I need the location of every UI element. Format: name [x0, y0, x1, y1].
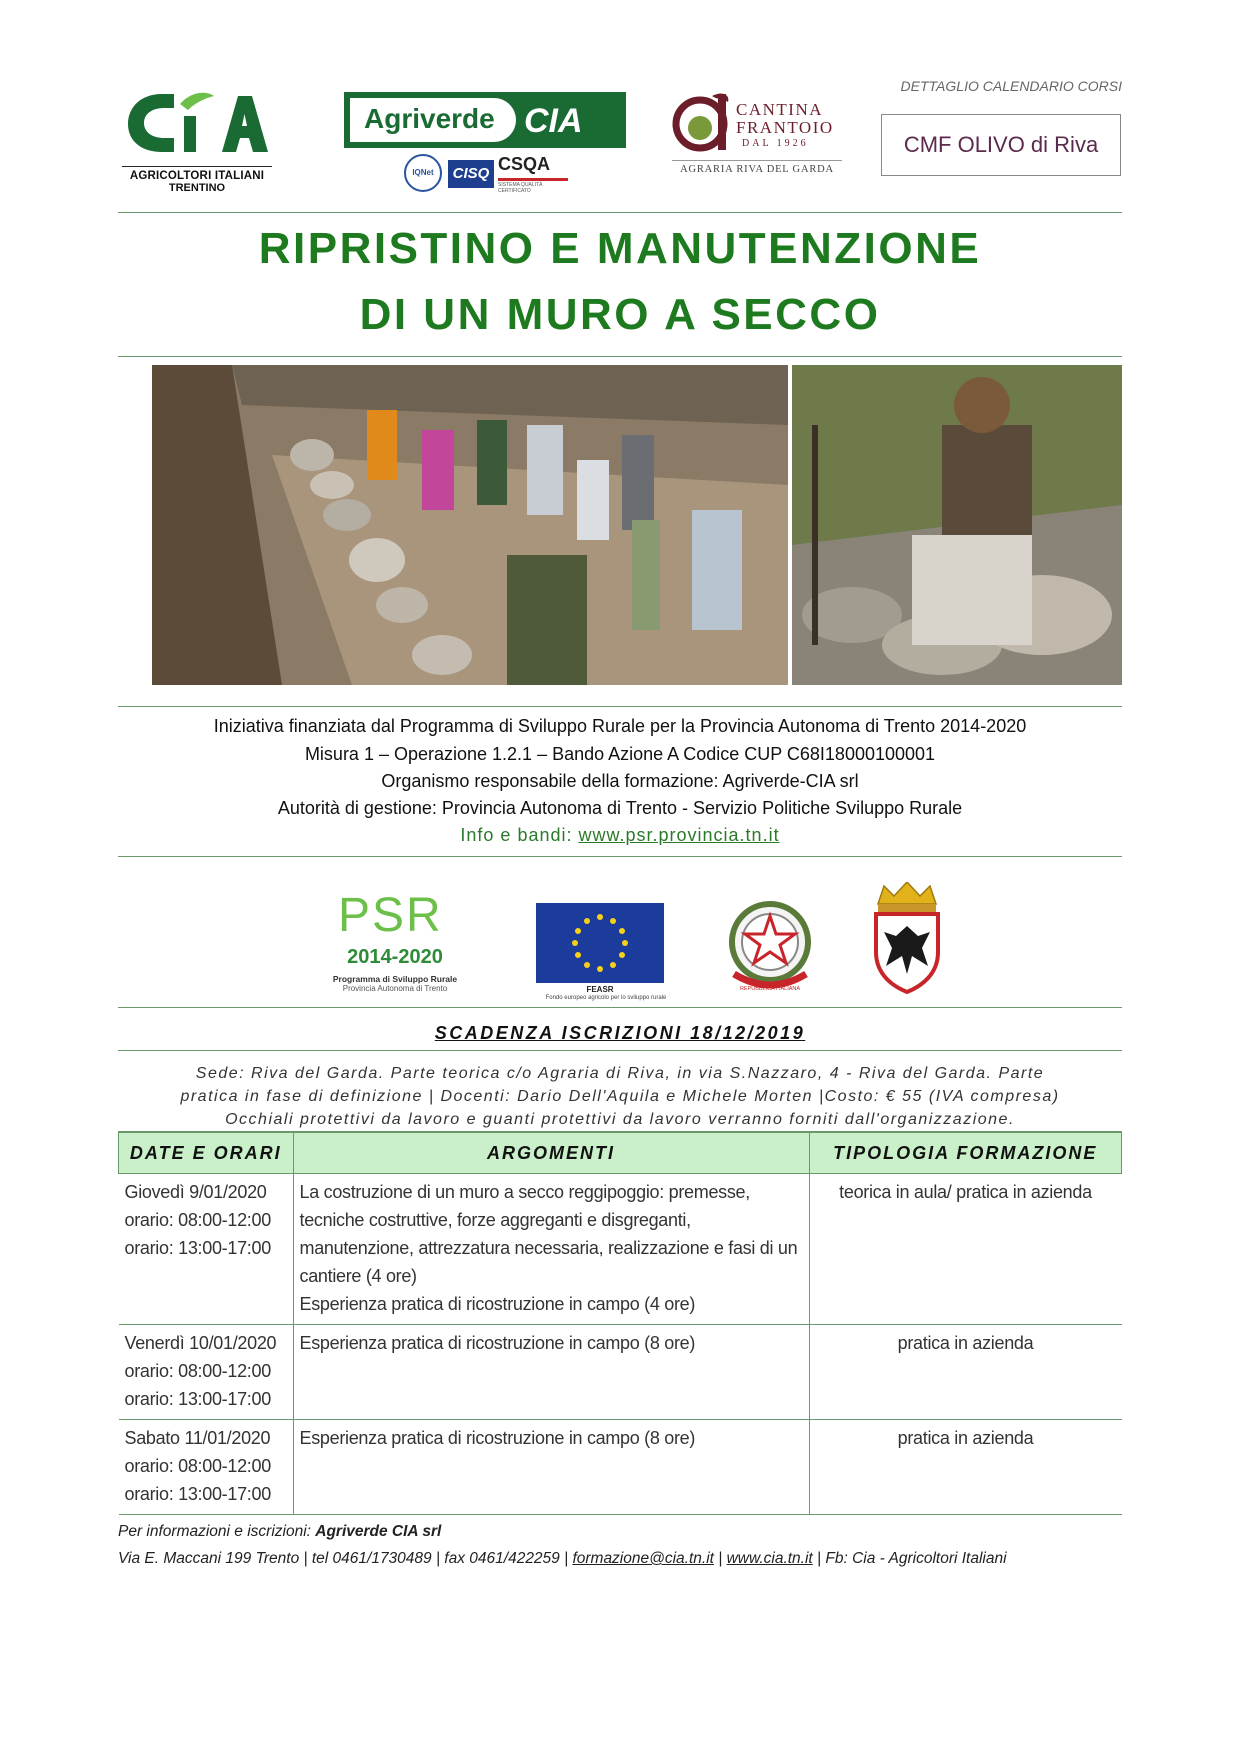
table-row [119, 1325, 1122, 1420]
row-topics: Esperienza pratica di ricostruzione in campo (8 ore) [293, 1420, 809, 1515]
divider [118, 856, 1122, 857]
cia-logo-line2: TRENTINO [168, 182, 226, 194]
address: Via E. Maccani 199 Trento | tel 0461/1730489 | fax 0461/422259 | [118, 1550, 573, 1567]
divider [118, 1050, 1122, 1051]
agriverde-cia-logo [344, 92, 626, 200]
funding-line2: Misura 1 – Operazione 1.2.1 – Bando Azione A Codice CUP C68I18000100001 [304, 744, 936, 764]
wall-building-photo [792, 365, 1122, 685]
csqa-logo: CSQA [498, 154, 551, 174]
funding-info-line [118, 825, 1122, 846]
cantina-line1: CANTINA [736, 100, 823, 119]
row-dates: Venerdì 10/01/2020 orario: 08:00-12:00 orario: 13:00-17:00 [119, 1325, 294, 1420]
eu-feasr-logo [536, 903, 676, 1003]
venue-line3: Occhiali protettivi da lavoro e guanti protettivi da lavoro verranno forniti dall'organizzazione. [225, 1111, 1015, 1128]
divider [118, 356, 1122, 357]
org-name: Agriverde CIA srl [315, 1523, 442, 1540]
divider [118, 706, 1122, 707]
eu-flag-icon [536, 903, 664, 983]
eu-feasr-label: FEASR [586, 985, 614, 994]
certification-logos [404, 152, 624, 196]
cantina-mark-icon [672, 90, 730, 152]
schedule-header-row [119, 1132, 1122, 1174]
trentino-coat-of-arms [870, 882, 944, 994]
table-row [119, 1420, 1122, 1515]
row-dates: Giovedì 9/01/2020 orario: 08:00-12:00 orario: 13:00-17:00 [119, 1174, 294, 1325]
cantina-line2: FRANTOIO [736, 118, 834, 137]
psr-sub2: Provincia Autonoma di Trento [342, 984, 448, 993]
row-type: teorica in aula/ pratica in azienda [809, 1174, 1122, 1325]
psr-years: 2014-2020 [347, 946, 443, 968]
table-row [119, 1174, 1122, 1325]
header-type: TIPOLOGIA FORMAZIONE [809, 1132, 1122, 1174]
cantina-line4: AGRARIA RIVA DEL GARDA [672, 160, 842, 175]
email-link[interactable]: formazione@cia.tn.it [572, 1550, 714, 1567]
psr-website-link[interactable]: www.psr.provincia.tn.it [578, 825, 780, 845]
contact-line1: Per informazioni e iscrizioni: Agriverde CIA srl [118, 1523, 442, 1540]
psr-logo [320, 888, 470, 1000]
eu-feasr-sub: Fondo europeo agricolo per lo sviluppo rurale [545, 995, 667, 1001]
divider [118, 212, 1122, 213]
cia-trentino-logo [122, 82, 272, 202]
header-topics: ARGOMENTI [293, 1132, 809, 1174]
italian-republic-emblem [724, 896, 816, 1000]
funding-line1: Iniziativa finanziata dal Programma di Sviluppo Rurale per la Provincia Autonoma di Trento 2014-2020 [213, 716, 1027, 736]
row-topics: Esperienza pratica di ricostruzione in campo (8 ore) [293, 1325, 809, 1420]
group-training-photo [152, 365, 788, 685]
funding-line4: Autorità di gestione: Provincia Autonoma di Trento - Servizio Politiche Sviluppo Rurale [277, 798, 963, 818]
course-title-line2: DI UN MURO A SECCO [359, 290, 881, 339]
contact-info [118, 1518, 1122, 1572]
registration-deadline: SCADENZA ISCRIZIONI 18/12/2019 [434, 1023, 806, 1043]
agriverde-banner [344, 92, 626, 148]
cia-letters-mark [122, 86, 272, 156]
csqa-logo-sub: SISTEMA QUALITÀ CERTIFICATO [498, 178, 568, 194]
agriverde-word: Agriverde [364, 103, 495, 134]
agriverde-cia-word: CIA [524, 102, 583, 140]
cia-logo-line1: AGRICOLTORI ITALIANI [122, 166, 272, 182]
info-label: Info e bandi: [460, 825, 579, 845]
italy-label: REPUBBLICA ITALIANA [739, 986, 801, 992]
iqnet-logo: IQNet [404, 154, 442, 192]
schedule-table [118, 1131, 1122, 1515]
funding-line3: Organismo responsabile della formazione: Agriverde-CIA srl [381, 771, 859, 791]
cantina-frantoio-logo [672, 90, 842, 182]
header-dates: DATE E ORARI [119, 1132, 294, 1174]
calendar-detail-link[interactable]: DETTAGLIO CALENDARIO CORSI [900, 78, 1122, 94]
psr-sub1: Programma di Sviluppo Rurale [332, 974, 458, 984]
venue-line1: Sede: Riva del Garda. Parte teorica c/o Agraria di Riva, in via S.Nazzaro, 4 - Riva del Garda. Parte [195, 1065, 1045, 1082]
row-topics: La costruzione di un muro a secco reggipoggio: premesse, tecniche costruttive, forze aggreganti e disgreganti, manutenzione, attrezzatura necessaria, realizzazione e fasi di un cantiere (4 ore) Esperienza pratica di ricostruzione in campo (4 ore) [293, 1174, 809, 1325]
website-link[interactable]: www.cia.tn.it [726, 1550, 813, 1567]
row-type: pratica in azienda [809, 1420, 1122, 1515]
facebook-info: | Fb: Cia - Agricoltori Italiani [812, 1550, 1007, 1567]
contact-line2: Via E. Maccani 199 Trento | tel 0461/1730489 | fax 0461/422259 | formazione@cia.tn.it | www.cia.tn.it | Fb: Cia - Agricoltori Italiani [118, 1550, 1007, 1567]
row-type: pratica in azienda [809, 1325, 1122, 1420]
psr-word: PSR [338, 889, 443, 942]
course-title-line1: RIPRISTINO E MANUTENZIONE [258, 224, 982, 273]
divider [118, 1007, 1122, 1008]
venue-info [118, 1062, 1122, 1131]
cisq-logo: CISQ [448, 160, 494, 188]
venue-line2: pratica in fase di definizione | Docenti: Dario Dell'Aquila e Michele Morten |Costo: € 55 (IVA compresa) [180, 1088, 1060, 1105]
course-code-box: CMF OLIVO di Riva [881, 114, 1121, 176]
cantina-line3: DAL 1926 [742, 138, 809, 149]
row-dates: Sabato 11/01/2020 orario: 08:00-12:00 orario: 13:00-17:00 [119, 1420, 294, 1515]
